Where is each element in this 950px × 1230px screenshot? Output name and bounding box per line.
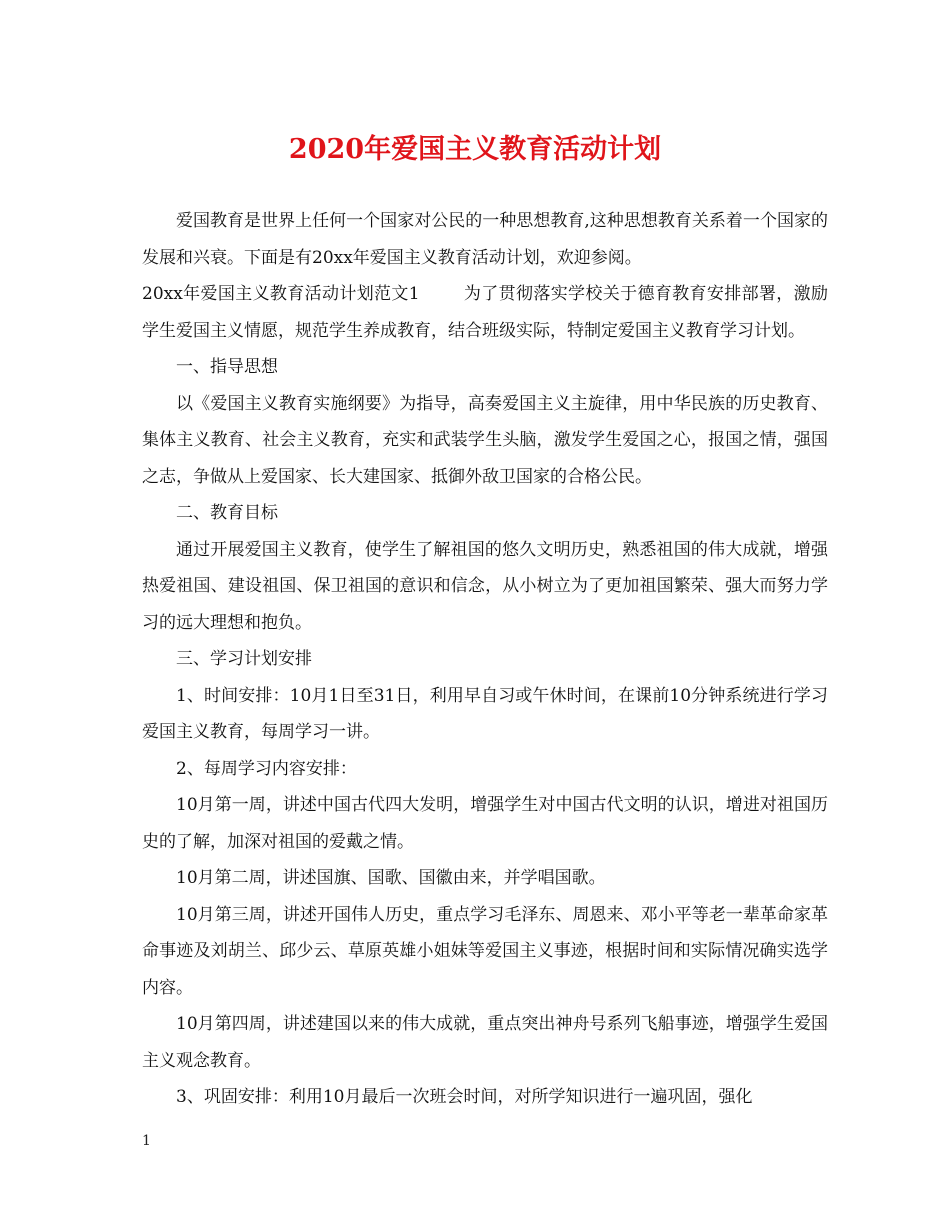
item2-paragraph: 2、每周学习内容安排： <box>176 758 357 779</box>
section1-title: 一、指导思想 <box>176 357 278 377</box>
section2-text: 通过开展爱国主义教育，使学生了解祖国的悠久文明历史，熟悉祖国的伟大成就，增强热爱祖国、建设祖国、保卫祖国的意识和信念，从小树立为了更加祖国繁荣、强大而努力学习的远大理想和抱负。 <box>142 539 828 633</box>
sample-paragraph <box>142 276 828 349</box>
sample-heading: 20xx年爱国主义教育活动计划范文1 <box>142 284 420 304</box>
document-title: 2020年爱国主义教育活动计划 <box>288 134 662 165</box>
document-body <box>142 203 828 1116</box>
page-number: 1 <box>142 1133 151 1149</box>
item1-paragraph: 1、时间安排：10月1日至31日，利用早自习或午休时间，在课前10分钟系统进行学习爱国主义教育，每周学习一讲。 <box>142 685 828 742</box>
week4-paragraph: 10月第四周，讲述建国以来的伟大成就，重点突出神舟号系列飞船事迹，增强学生爱国主义观念教育。 <box>142 1014 828 1071</box>
week2-paragraph: 10月第二周，讲述国旗、国歌、国徽由来，并学唱国歌。 <box>176 868 606 888</box>
section3-title: 三、学习计划安排 <box>176 649 312 669</box>
item3-paragraph: 3、巩固安排：利用10月最后一次班会时间，对所学知识进行一遍巩固，强化 <box>176 1087 753 1107</box>
section1-text: 以《爱国主义教育实施纲要》为指导，高奏爱国主义主旋律，用中华民族的历史教育、集体主义教育、社会主义教育，充实和武装学生头脑，激发学生爱国之心，报国之情，强国之志，争做从上爱国家、长大建国家、抵御外敌卫国家的合格公民。 <box>142 393 828 487</box>
sample-intro: 为了贯彻落实学校关于德育教育安排部署，激励学生爱国主义情愿，规范学生养成教育，结合班级实际，特制定爱国主义教育学习计划。 <box>142 284 829 341</box>
week1-paragraph: 10月第一周，讲述中国古代四大发明，增强学生对中国古代文明的认识，增进对祖国历史的了解，加深对祖国的爱戴之情。 <box>142 795 828 852</box>
intro-paragraph: 爱国教育是世界上任何一个国家对公民的一种思想教育,这种思想教育关系着一个国家的发展和兴衰。下面是有20xx年爱国主义教育活动计划，欢迎参阅。 <box>142 211 828 268</box>
section2-title: 二、教育目标 <box>176 503 278 523</box>
week3-paragraph: 10月第三周，讲述开国伟人历史，重点学习毛泽东、周恩来、邓小平等老一辈革命家革命事迹及刘胡兰、邱少云、草原英雄小姐妹等爱国主义事迹，根据时间和实际情况确实选学内容。 <box>142 904 828 998</box>
